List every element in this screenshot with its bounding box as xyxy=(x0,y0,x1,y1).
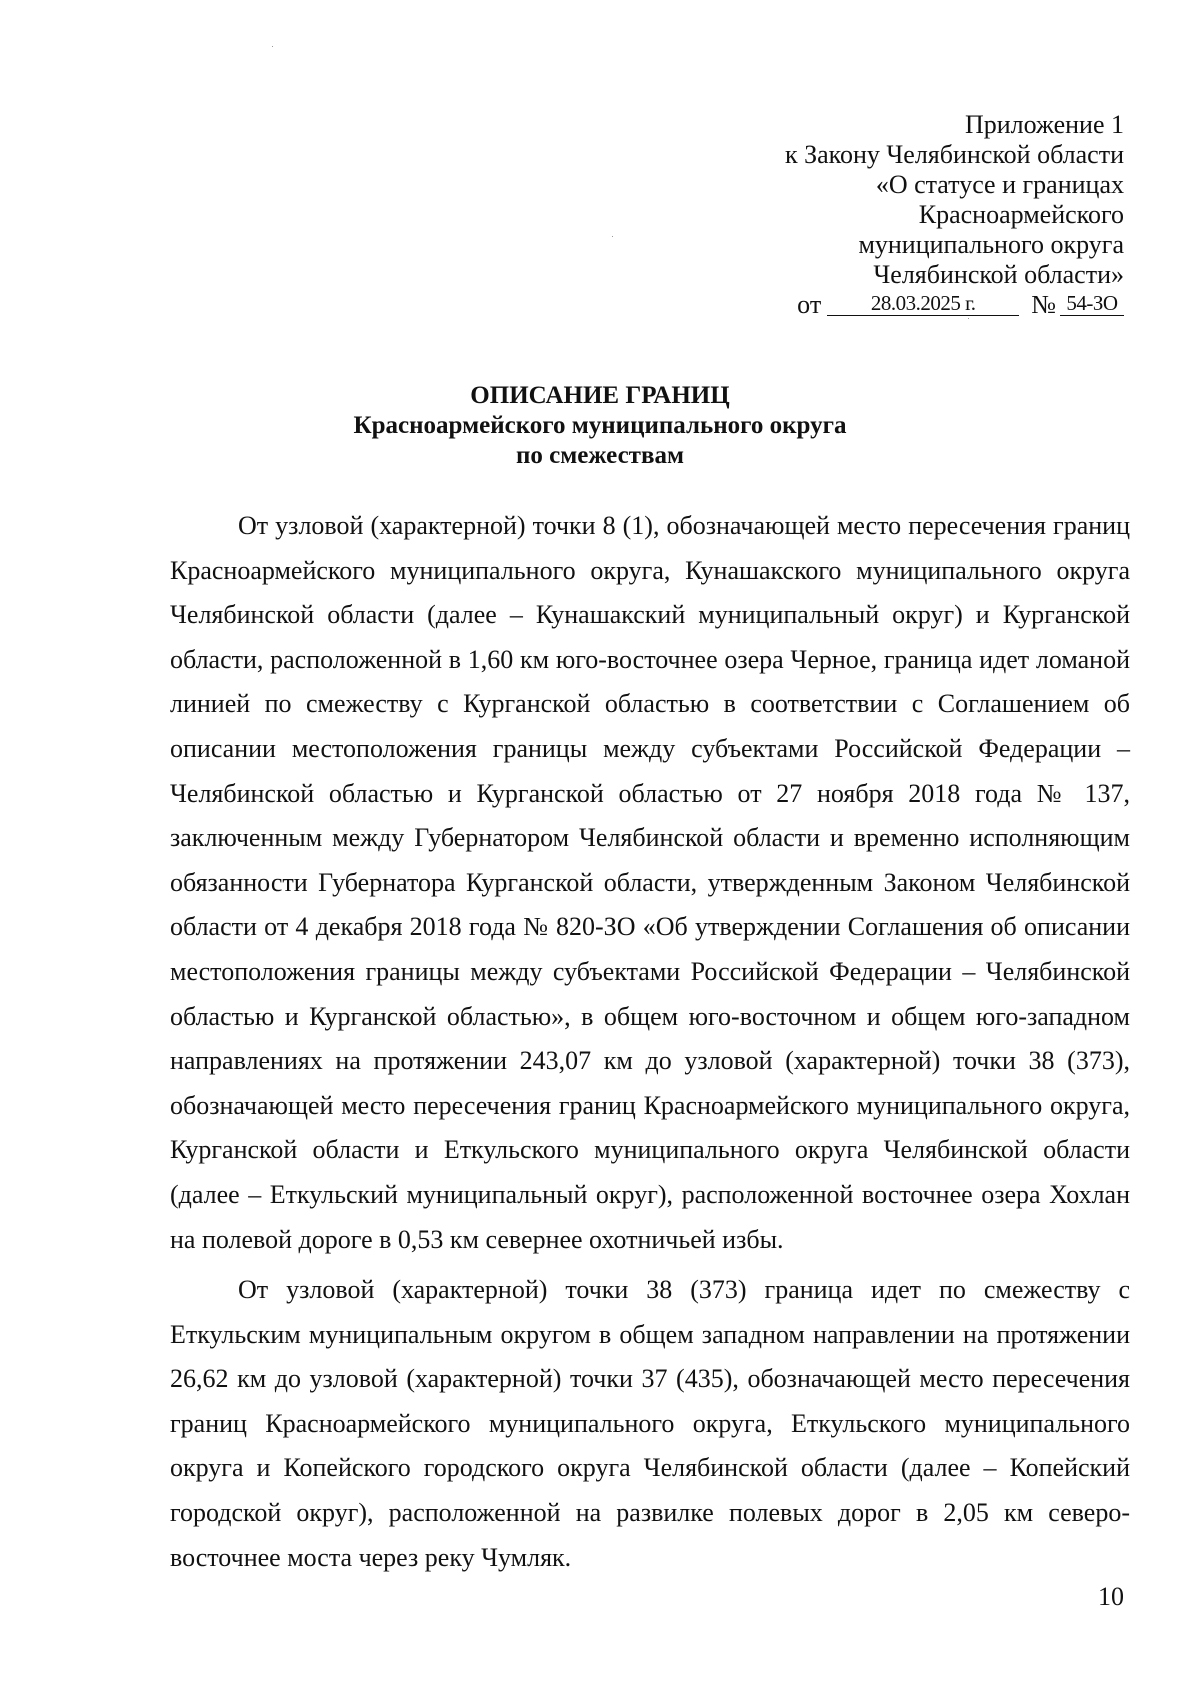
title-line-1: ОПИСАНИЕ ГРАНИЦ xyxy=(470,382,730,409)
paragraph: От узловой (характерной) точки 8 (1), обозначающей место пересечения границ Красноармейского муниципального округа, Кунашакского муниципального округа Челябинской области (далее – Кунашакский муниципальный округ) и Курганской области, расположенной в 1,60 км юго-восточнее озера Черное, граница идет ломаной линией по смежеству с Курганской областью в соответствии с Соглашением об описании местоположения границы между субъектами Российской Федерации – Челябинской областью и Курганской областью от 27 ноября 2018 года № 137, заключенным между Губернатором Челябинской области и временно исполняющим обязанности Губернатора Курганской области, утвержденным Законом Челябинской области от 4 декабря 2018 года № 820-ЗО «Об утверждении Соглашения об описании местоположения границы между субъектами Российской Федерации – Челябинской областью и Курганской областью», в общем юго-восточном и общем юго-западном направлениях на протяжении 243,07 км до узловой (характерной) точки 38 (373), обозначающей место пересечения границ Красноармейского муниципального округа, Курганской области и Еткульского муниципального округа Челябинской области (далее – Еткульский муниципальный округ), расположенной восточнее озера Хохлан на полевой дороге в 0,53 км севернее охотничьей избы. xyxy=(170,511,1130,1254)
law-reference-line xyxy=(797,290,1124,320)
appendix-header xyxy=(785,110,1124,290)
document-title xyxy=(0,381,1200,471)
appendix-line: муниципального округа xyxy=(858,230,1124,259)
appendix-line: Приложение 1 xyxy=(964,110,1124,139)
paragraph: От узловой (характерной) точки 38 (373) граница идет по смежеству с Еткульским муниципальным округом в общем западном направлении на протяжении 26,62 км до узловой (характерной) точки 37 (435), обозначающей место пересечения границ Красноармейского муниципального округа, Еткульского муниципального округа и Копейского городского округа Челябинской области (далее – Копейский городской округ), расположенной на развилке полевых дорог в 2,05 км северо-восточнее моста через реку Чумляк. xyxy=(170,1275,1130,1572)
law-number: 54-ЗО xyxy=(1060,291,1124,316)
date-prefix: от xyxy=(797,290,822,319)
title-line-2: Красноармейского муниципального округа xyxy=(353,412,847,439)
number-prefix: № xyxy=(1031,290,1056,319)
law-date: 28.03.2025 г. xyxy=(827,291,1019,316)
appendix-line: к Закону Челябинской области xyxy=(784,140,1124,169)
appendix-line: Красноармейского xyxy=(918,200,1124,229)
scan-speck xyxy=(272,46,273,47)
appendix-line: Челябинской области» xyxy=(873,260,1124,289)
appendix-line: «О статусе и границах xyxy=(875,170,1124,199)
page-number: 10 xyxy=(1098,1582,1124,1611)
scan-speck xyxy=(612,236,613,237)
title-line-3: по смежествам xyxy=(516,442,684,469)
boundary-description xyxy=(170,504,1130,1580)
